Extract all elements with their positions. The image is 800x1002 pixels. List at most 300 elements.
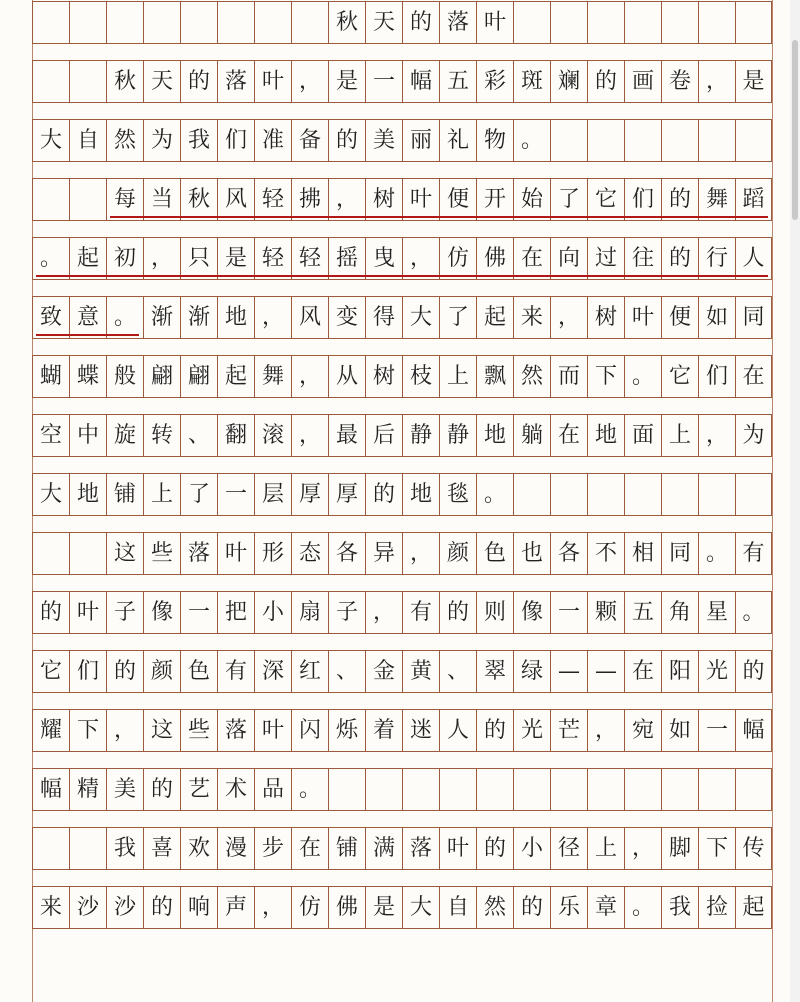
grid-cell: 然 [476,887,513,928]
grid-cell: 般 [106,356,143,397]
grid-cell [32,179,69,220]
grid-cell: 致 [32,297,69,338]
grid-cell: 的 [32,592,69,633]
grid-cell: 大 [402,887,439,928]
grid-cell: 翠 [476,651,513,692]
grid-cell: 沙 [69,887,106,928]
grid-cell: 是 [217,238,254,279]
grid-cell: 树 [587,297,624,338]
grid-cell: 躺 [513,415,550,456]
grid-cell: 术 [217,769,254,810]
grid-cell: 意 [69,297,106,338]
grid-cell [69,179,106,220]
grid-cell: 。 [624,356,661,397]
grid-cell [513,474,550,515]
grid-cell: 阳 [661,651,698,692]
grid-cell: 些 [143,533,180,574]
grid-cell: 相 [624,533,661,574]
grid-cell: ， [550,297,587,338]
grid-cell: 叶 [402,179,439,220]
grid-cell: ， [698,61,735,102]
grid-row [32,650,772,693]
grid-cell: 五 [624,592,661,633]
grid-cell: 我 [106,828,143,869]
grid-row [32,709,772,752]
grid-cell: 闪 [291,710,328,751]
grid-cell [735,769,772,810]
grid-row [32,1,772,44]
grid-cell: 大 [32,120,69,161]
grid-cell: 一 [365,61,402,102]
grid-cell [69,828,106,869]
grid-cell: 中 [69,415,106,456]
grid-cell: 角 [661,592,698,633]
grid-cell: ， [106,710,143,751]
grid-row [32,60,772,103]
grid-cell: 落 [217,61,254,102]
grid-cell: 彩 [476,61,513,102]
grid-cell: 扇 [291,592,328,633]
grid-cell: 了 [180,474,217,515]
grid-cell: 落 [439,2,476,43]
grid-cell: 翻 [217,415,254,456]
grid-cell: 这 [106,533,143,574]
grid-cell: ， [698,415,735,456]
grid-cell: 得 [365,297,402,338]
grid-cell: 静 [402,415,439,456]
grid-cell: 着 [365,710,402,751]
grid-cell: 子 [328,592,365,633]
grid-row [32,237,772,280]
grid-cell: 迷 [402,710,439,751]
grid-cell: 人 [439,710,476,751]
grid-cell: 颜 [143,651,180,692]
grid-cell: 厚 [291,474,328,515]
grid-cell: ， [402,238,439,279]
grid-cell: 是 [328,61,365,102]
grid-cell: 满 [365,828,402,869]
grid-cell: 便 [661,297,698,338]
grid-cell [291,2,328,43]
grid-cell [624,474,661,515]
grid-row [32,355,772,398]
grid-cell: 渐 [143,297,180,338]
grid-cell: 初 [106,238,143,279]
grid-cell: 铺 [106,474,143,515]
grid-cell: 叶 [624,297,661,338]
grid-cell: 们 [217,120,254,161]
grid-cell: ， [254,887,291,928]
grid-cell: 为 [735,415,772,456]
grid-cell: 空 [32,415,69,456]
grid-cell [254,2,291,43]
grid-cell: 。 [735,592,772,633]
grid-cell: 各 [328,533,365,574]
grid-cell: ， [402,533,439,574]
grid-cell: 地 [476,415,513,456]
grid-cell: 佛 [476,238,513,279]
grid-cell: 从 [328,356,365,397]
grid-cell: 些 [180,710,217,751]
grid-cell: 备 [291,120,328,161]
grid-cell: 每 [106,179,143,220]
grid-cell: 叶 [254,61,291,102]
grid-cell [587,769,624,810]
grid-cell: 画 [624,61,661,102]
grid-cell: 一 [217,474,254,515]
grid-cell: 、 [180,415,217,456]
grid-cell: 在 [550,415,587,456]
grid-cell: 面 [624,415,661,456]
grid-cell [513,2,550,43]
grid-cell: 的 [476,710,513,751]
grid-cell: 秋 [328,2,365,43]
grid-cell: 然 [513,356,550,397]
grid-cell [735,120,772,161]
grid-cell: 的 [661,238,698,279]
grid-cell: 是 [735,61,772,102]
grid-cell: 斓 [550,61,587,102]
grid-cell: 毯 [439,474,476,515]
grid-cell: 的 [439,592,476,633]
grid-cell: ， [143,238,180,279]
grid-cell: 起 [217,356,254,397]
grid-cell: 乐 [550,887,587,928]
grid-cell: 下 [698,828,735,869]
grid-cell: 们 [69,651,106,692]
grid-cell: 来 [32,887,69,928]
grid-cell: 的 [328,120,365,161]
grid-cell: 欢 [180,828,217,869]
grid-cell: 仿 [291,887,328,928]
grid-cell [587,474,624,515]
grid-cell: 上 [143,474,180,515]
grid-cell: 美 [365,120,402,161]
grid-cell [624,2,661,43]
grid-cell: 耀 [32,710,69,751]
grid-cell [32,828,69,869]
grid-cell: 当 [143,179,180,220]
grid-cell: 脚 [661,828,698,869]
grid-cell: 有 [735,533,772,574]
grid-cell: 有 [402,592,439,633]
grid-cell: 的 [180,61,217,102]
grid-cell [550,2,587,43]
grid-cell: 。 [698,533,735,574]
grid-cell: 风 [291,297,328,338]
grid-cell: 烁 [328,710,365,751]
grid-cell: 树 [365,179,402,220]
grid-row [32,591,772,634]
grid-cell: 往 [624,238,661,279]
grid-cell [328,769,365,810]
grid-cell: 落 [402,828,439,869]
grid-cell: 步 [254,828,291,869]
grid-cell: 地 [217,297,254,338]
grid-cell: 后 [365,415,402,456]
grid-cell [180,2,217,43]
grid-cell: 的 [735,651,772,692]
grid-row [32,827,772,870]
grid-cell [661,2,698,43]
grid-cell: ， [291,415,328,456]
grid-cell: 天 [365,2,402,43]
grid-cell: 宛 [624,710,661,751]
grid-cell: 色 [180,651,217,692]
grid-cell: 同 [661,533,698,574]
grid-cell: 光 [698,651,735,692]
grid-cell: 自 [69,120,106,161]
grid-cell: 。 [291,769,328,810]
grid-cell: 舞 [254,356,291,397]
grid-cell: 轻 [254,179,291,220]
grid-cell [439,769,476,810]
grid-cell [587,2,624,43]
grid-cell [698,120,735,161]
grid-cell [69,2,106,43]
grid-cell: 叶 [476,2,513,43]
grid-cell: 上 [587,828,624,869]
grid-cell: 黄 [402,651,439,692]
grid-cell: 星 [698,592,735,633]
grid-cell: 地 [402,474,439,515]
grid-cell: 幅 [735,710,772,751]
grid-cell [661,474,698,515]
grid-cell: 的 [587,61,624,102]
grid-cell: ， [291,356,328,397]
grid-cell [513,769,550,810]
grid-cell: 自 [439,887,476,928]
grid-cell: 为 [143,120,180,161]
grid-cell: 响 [180,887,217,928]
grid-cell: 滚 [254,415,291,456]
grid-cell: 而 [550,356,587,397]
grid-row [32,473,772,516]
grid-cell [143,2,180,43]
grid-cell: 把 [217,592,254,633]
grid-cell [735,474,772,515]
grid-cell: 的 [106,651,143,692]
grid-cell: 是 [365,887,402,928]
grid-cell [106,2,143,43]
grid-cell: 过 [587,238,624,279]
grid-cell: 小 [513,828,550,869]
grid-cell: 向 [550,238,587,279]
grid-cell: 渐 [180,297,217,338]
grid-cell: 便 [439,179,476,220]
grid-cell: 传 [735,828,772,869]
grid-cell: 如 [661,710,698,751]
grid-cell: 叶 [439,828,476,869]
red-underline [36,275,768,277]
grid-cell [698,474,735,515]
grid-cell: 、 [439,651,476,692]
grid-cell [698,2,735,43]
grid-cell [661,120,698,161]
grid-cell [550,120,587,161]
grid-cell: 它 [587,179,624,220]
grid-cell: 美 [106,769,143,810]
grid-cell: 来 [513,297,550,338]
grid-cell: 颜 [439,533,476,574]
grid-cell: 异 [365,533,402,574]
grid-cell: ， [624,828,661,869]
grid-cell: 曳 [365,238,402,279]
grid-cell: ， [291,61,328,102]
grid-cell: 的 [143,769,180,810]
grid-cell: 艺 [180,769,217,810]
grid-cell: 铺 [328,828,365,869]
grid-cell: 深 [254,651,291,692]
grid-cell: 色 [476,533,513,574]
grid-cell: 则 [476,592,513,633]
grid-cell: 风 [217,179,254,220]
grid-cell: 的 [476,828,513,869]
grid-cell [587,120,624,161]
grid-cell: ， [587,710,624,751]
grid-cell [476,769,513,810]
grid-cell [32,61,69,102]
grid-cell: 漫 [217,828,254,869]
grid-cell: 蝶 [69,356,106,397]
grid-cell: 。 [106,297,143,338]
grid-cell: 厚 [328,474,365,515]
grid-cell: 芒 [550,710,587,751]
grid-cell: 只 [180,238,217,279]
grid-cell [624,769,661,810]
grid-cell: 最 [328,415,365,456]
grid-cell: 大 [402,297,439,338]
grid-cell: 在 [624,651,661,692]
grid-cell: 人 [735,238,772,279]
grid-cell: 翩 [180,356,217,397]
grid-row [32,768,772,811]
grid-cell: 一 [698,710,735,751]
grid-cell: 、 [328,651,365,692]
grid-cell [550,769,587,810]
grid-cell: 它 [32,651,69,692]
grid-cell: ， [328,179,365,220]
grid-cell: 精 [69,769,106,810]
grid-cell: 我 [661,887,698,928]
grid-cell: 上 [439,356,476,397]
grid-cell: 了 [439,297,476,338]
grid-cell: 秋 [106,61,143,102]
grid-cell: 层 [254,474,291,515]
grid-cell: 在 [735,356,772,397]
grid-cell: 佛 [328,887,365,928]
grid-cell: 在 [291,828,328,869]
grid-cell: 拂 [291,179,328,220]
grid-cell: 形 [254,533,291,574]
grid-cell: — [587,651,624,692]
grid-cell: 幅 [32,769,69,810]
grid-row [32,178,772,221]
grid-cell: 一 [550,592,587,633]
grid-cell: 下 [69,710,106,751]
grid-cell: 的 [513,887,550,928]
scrollbar-thumb[interactable] [792,40,798,220]
grid-cell: 金 [365,651,402,692]
grid-cell: 捡 [698,887,735,928]
grid-cell: 天 [143,61,180,102]
grid-cell: 物 [476,120,513,161]
grid-cell: 。 [32,238,69,279]
grid-cell: 。 [476,474,513,515]
grid-cell: 一 [180,592,217,633]
grid-cell: 大 [32,474,69,515]
grid-cell: 摇 [328,238,365,279]
grid-cell: 起 [69,238,106,279]
grid-cell: 地 [587,415,624,456]
grid-cell: 声 [217,887,254,928]
grid-cell: 开 [476,179,513,220]
grid-cell: 行 [698,238,735,279]
grid-cell [217,2,254,43]
grid-cell: 有 [217,651,254,692]
grid-cell: 的 [661,179,698,220]
grid-cell: 这 [143,710,180,751]
grid-cell: 仿 [439,238,476,279]
grid-cell: 五 [439,61,476,102]
grid-cell: 绿 [513,651,550,692]
grid-row [32,532,772,575]
grid-cell: 像 [513,592,550,633]
grid-cell: 章 [587,887,624,928]
grid-cell: 变 [328,297,365,338]
grid-cell [624,120,661,161]
grid-cell: 枝 [402,356,439,397]
grid-cell: 的 [143,887,180,928]
grid-cell: 轻 [254,238,291,279]
grid-cell: 起 [476,297,513,338]
grid-cell: 旋 [106,415,143,456]
grid-cell [550,474,587,515]
grid-cell: ， [365,592,402,633]
grid-cell [698,769,735,810]
grid-cell: 我 [180,120,217,161]
grid-cell: 丽 [402,120,439,161]
grid-cell [735,2,772,43]
grid-cell: 上 [661,415,698,456]
grid-cell: 然 [106,120,143,161]
grid-cell: 落 [180,533,217,574]
grid-cell: 叶 [217,533,254,574]
grid-cell: 地 [69,474,106,515]
grid-cell: 起 [735,887,772,928]
grid-cell: 光 [513,710,550,751]
grid-cell: 品 [254,769,291,810]
grid-cell: 喜 [143,828,180,869]
grid-cell: 小 [254,592,291,633]
grid-cell: 像 [143,592,180,633]
grid-row [32,886,772,929]
grid-cell: 叶 [254,710,291,751]
grid-cell: 翩 [143,356,180,397]
grid-cell: 蹈 [735,179,772,220]
red-underline [36,334,139,336]
grid-cell: 沙 [106,887,143,928]
grid-cell: 舞 [698,179,735,220]
grid-cell [402,769,439,810]
grid-cell [661,769,698,810]
grid-cell: 。 [513,120,550,161]
grid-cell: 了 [550,179,587,220]
grid-cell: 颗 [587,592,624,633]
vertical-scrollbar[interactable] [790,0,800,1002]
grid-row [32,296,772,339]
grid-cell: — [550,651,587,692]
